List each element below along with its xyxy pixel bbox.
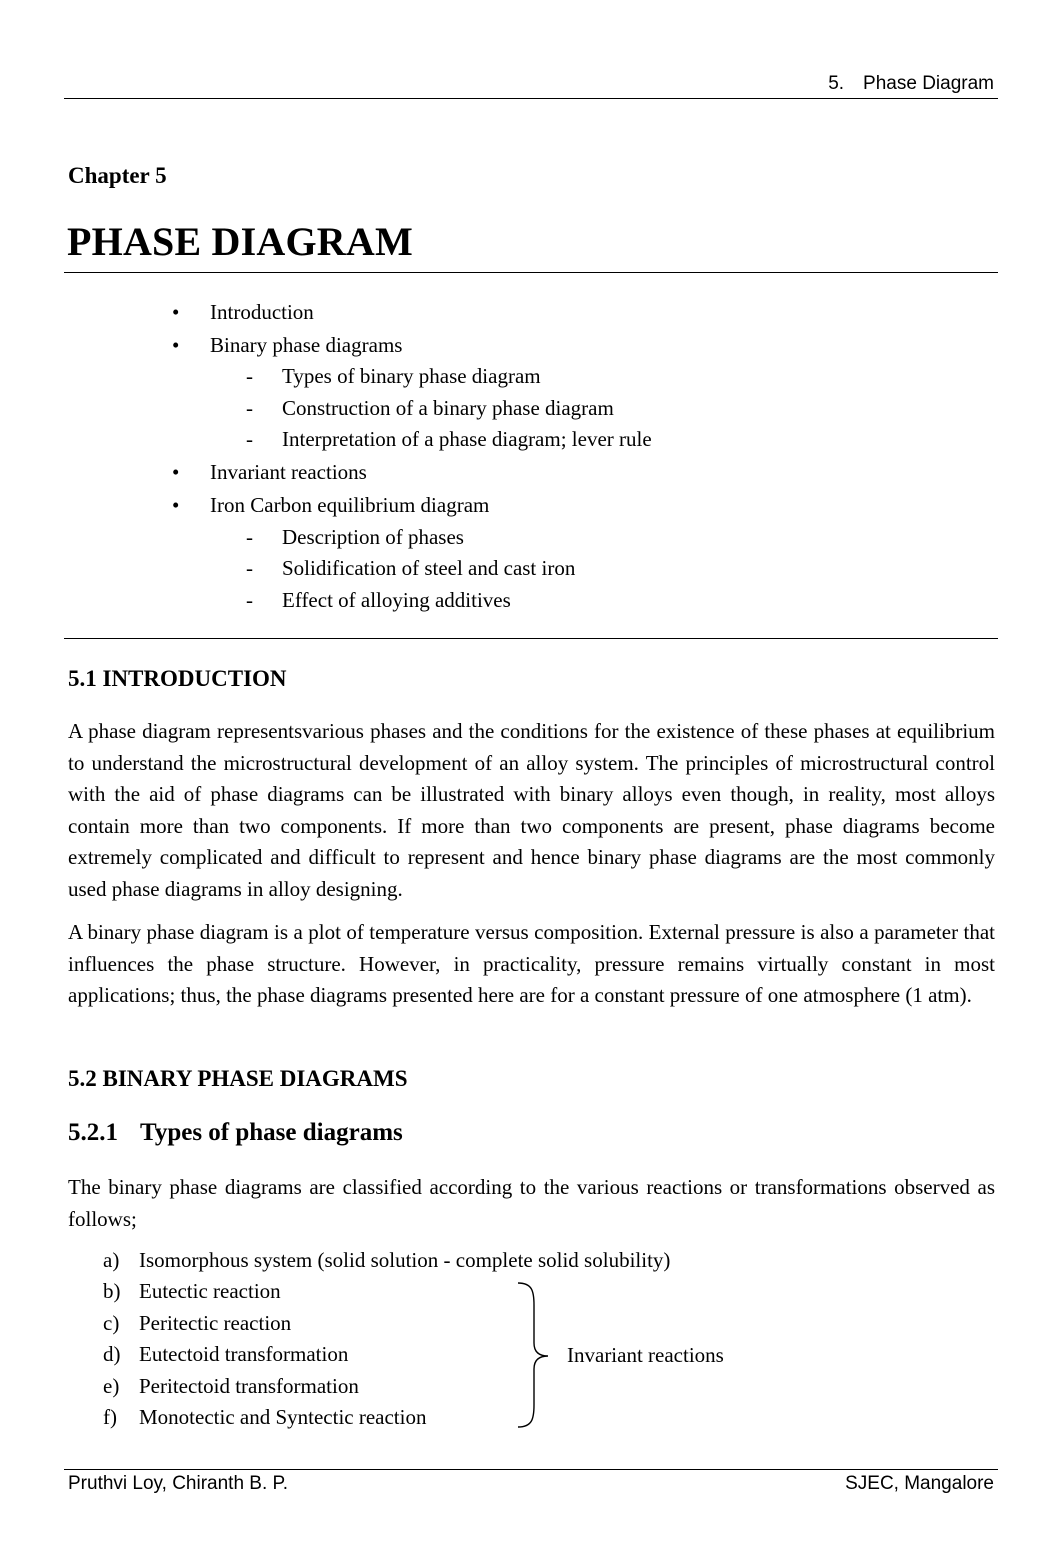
outline-subitem xyxy=(246,588,511,618)
footer-institution: SJEC, Mangalore xyxy=(845,1473,994,1494)
chapter-title: PHASE DIAGRAM xyxy=(67,219,413,264)
dash: - xyxy=(246,396,253,420)
list-marker: e) xyxy=(103,1374,120,1398)
subsection-heading-types xyxy=(68,1119,403,1147)
list-item xyxy=(103,1374,359,1399)
types-paragraph: The binary phase diagrams are classified according to the various reactions or transformations observed as follows; xyxy=(68,1175,995,1231)
list-marker: b) xyxy=(103,1279,121,1303)
outline-subitem-text: Construction of a binary phase diagram xyxy=(282,396,614,420)
running-footer xyxy=(64,1469,998,1500)
bullet: • xyxy=(172,460,180,484)
list-item xyxy=(103,1248,670,1273)
outline-subitem-text: Effect of alloying additives xyxy=(282,588,511,612)
list-marker: d) xyxy=(103,1342,121,1366)
outline-subitem-text: Description of phases xyxy=(282,525,464,549)
outline-subitem xyxy=(246,396,614,426)
outline-subitem-text: Types of binary phase diagram xyxy=(282,364,541,388)
chapter-label: Chapter 5 xyxy=(68,163,167,188)
list-item-text: Isomorphous system (solid solution - complete solid solubility) xyxy=(139,1248,671,1272)
list-item-text: Monotectic and Syntectic reaction xyxy=(139,1405,427,1429)
list-item xyxy=(103,1342,348,1367)
list-item-text: Eutectic reaction xyxy=(139,1279,281,1303)
dash: - xyxy=(246,427,253,451)
list-item xyxy=(103,1405,426,1430)
right-curly-brace xyxy=(514,1281,554,1429)
list-marker: a) xyxy=(103,1248,120,1272)
list-item xyxy=(103,1279,281,1304)
footer-authors: Pruthvi Loy, Chiranth B. P. xyxy=(68,1473,289,1494)
outline-subitem-text: Solidification of steel and cast iron xyxy=(282,556,576,580)
section-heading-binary: 5.2 BINARY PHASE DIAGRAMS xyxy=(68,1066,408,1091)
list-item-text: Eutectoid transformation xyxy=(139,1342,349,1366)
subsection-number: 5.2.1 xyxy=(68,1119,118,1146)
intro-paragraph-1: A phase diagram representsvarious phases and the conditions for the existence of these phases at equilibrium to understand the microstructural development of an alloy system. The principles of microstructural control with the aid of phase diagrams can be illustrated with binary alloys even though, in reality, most alloys contain more than two components. If more than two components are present, phase diagrams become extremely complicated and difficult to represent and hence binary phase diagrams are the most commonly used phase diagrams in alloy designing. xyxy=(68,719,995,901)
outline-subitem xyxy=(246,364,541,394)
outline-item-text: Invariant reactions xyxy=(210,460,367,484)
list-marker: c) xyxy=(103,1311,120,1335)
bullet: • xyxy=(172,333,180,357)
outline-item xyxy=(172,300,314,330)
header-chapter-title: 5. Phase Diagram xyxy=(828,73,994,94)
list-item xyxy=(103,1311,291,1336)
outline-item xyxy=(172,333,402,363)
outline-item-text: Introduction xyxy=(210,300,314,324)
bullet: • xyxy=(172,493,180,517)
running-header xyxy=(64,70,998,99)
outline-item-text: Binary phase diagrams xyxy=(210,333,403,357)
dash: - xyxy=(246,556,253,580)
outline-subitem-text: Interpretation of a phase diagram; lever rule xyxy=(282,427,652,451)
subsection-title: Types of phase diagrams xyxy=(140,1119,403,1146)
outline-subitem xyxy=(246,525,464,555)
outline-item xyxy=(172,460,367,490)
section-heading-introduction: 5.1 INTRODUCTION xyxy=(68,666,287,691)
dash: - xyxy=(246,588,253,612)
bullet: • xyxy=(172,300,180,324)
intro-paragraph-2: A binary phase diagram is a plot of temperature versus composition. External pressure is also a parameter that influences the phase structure. However, in practicality, pressure remains virtually constant in most applications; thus, the phase diagrams presented here are for a constant pressure of one atmosphere (1 atm). xyxy=(68,920,995,1007)
list-marker: f) xyxy=(103,1405,117,1429)
outline-subitem xyxy=(246,556,575,586)
dash: - xyxy=(246,525,253,549)
outline-item-text: Iron Carbon equilibrium diagram xyxy=(210,493,490,517)
outline-item xyxy=(172,493,489,523)
list-item-text: Peritectic reaction xyxy=(139,1311,292,1335)
list-item-text: Peritectoid transformation xyxy=(139,1374,359,1398)
invariant-reactions-label: Invariant reactions xyxy=(567,1343,724,1367)
outline-subitem xyxy=(246,427,652,457)
chapter-rule-bottom xyxy=(64,638,998,639)
dash: - xyxy=(246,364,253,388)
chapter-rule-top xyxy=(64,272,998,273)
